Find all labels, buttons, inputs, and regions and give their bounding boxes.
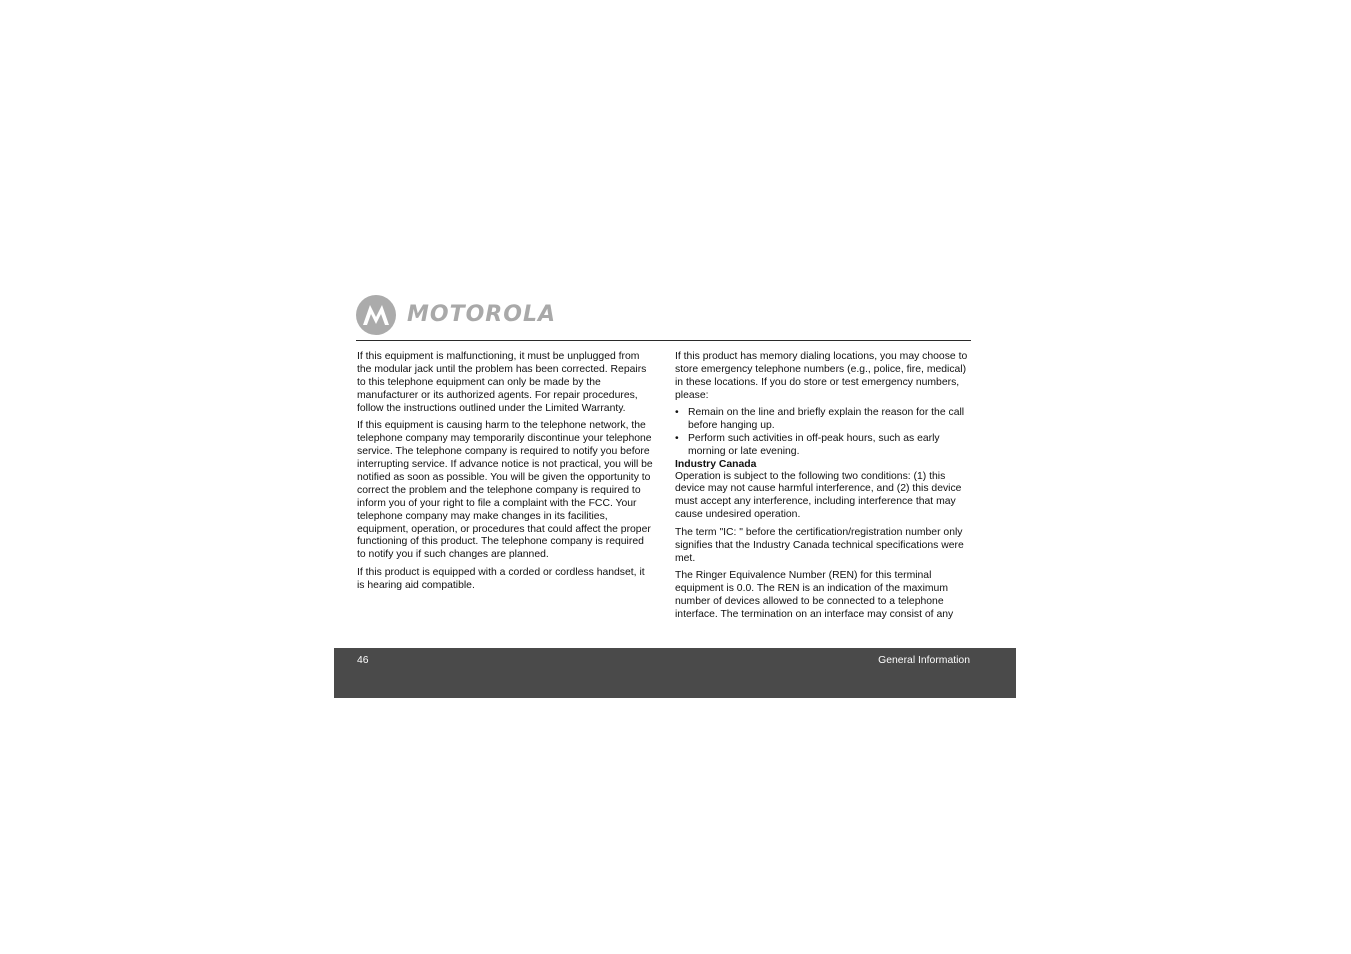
paragraph-ic-term: The term "IC: " before the certification/registration number only signifies that the Industry Canada technical specifications were met. xyxy=(675,526,964,564)
page-number: 46 xyxy=(357,655,369,666)
right-column xyxy=(675,351,972,627)
footer-section-title: General Information xyxy=(878,655,970,666)
bullet-item: • Remain on the line and briefly explain the reason for the call before hanging up. xyxy=(675,407,972,433)
brand-wordmark: MOTOROLA xyxy=(407,302,556,327)
paragraph-operation-conditions: Operation is subject to the following two conditions: (1) this device may not cause harmful interference, and (2) this device must accept any interference, including interference that may cause undesired operation. xyxy=(675,470,962,521)
paragraph-hearing-aid: If this product is equipped with a corded or cordless handset, it is hearing aid compatible. xyxy=(357,567,645,591)
emergency-bullet-list xyxy=(675,407,972,459)
section-heading-industry-canada: Industry Canada xyxy=(675,459,757,471)
paragraph-malfunction: If this equipment is malfunctioning, it must be unplugged from the modular jack until the problem has been corrected. Repairs to this telephone equipment can only be made by the manufacturer or its authorized agents. For repair procedures, follow the instructions outlined under the Limited Warranty. xyxy=(357,351,647,414)
header-divider xyxy=(356,340,971,341)
left-column xyxy=(357,351,653,598)
paragraph-network-harm: If this equipment is causing harm to the telephone network, the telephone company may temporarily discontinue your telephone service. The telephone company is required to notify you before interrupting service. If advance notice is not practical, you will be notified as soon as possible. You will be given the opportunity to correct the problem and the telephone company is required to inform you of your right to file a complaint with the FCC. Your telephone company may make changes in its facilities, equipment, operation, or procedures that could affect the proper functioning of this product. The telephone company is required to notify you if such changes are planned. xyxy=(357,420,653,561)
motorola-batwing-logo-icon xyxy=(355,294,397,336)
paragraph-memory-dialing: If this product has memory dialing locations, you may choose to store emergency telephone numbers (e.g., police, fire, medical) in these locations. If you do store or test emergency numbers, please: xyxy=(675,351,968,401)
paragraph-ren: The Ringer Equivalence Number (REN) for this terminal equipment is 0.0. The REN is an indication of the maximum number of devices allowed to be connected to a telephone interface. The termination on an interface may consist of any xyxy=(675,570,954,621)
bullet-item: • Perform such activities in off-peak hours, such as early morning or late evening. xyxy=(675,433,972,459)
page-header xyxy=(355,294,971,340)
page-footer xyxy=(334,648,1016,698)
